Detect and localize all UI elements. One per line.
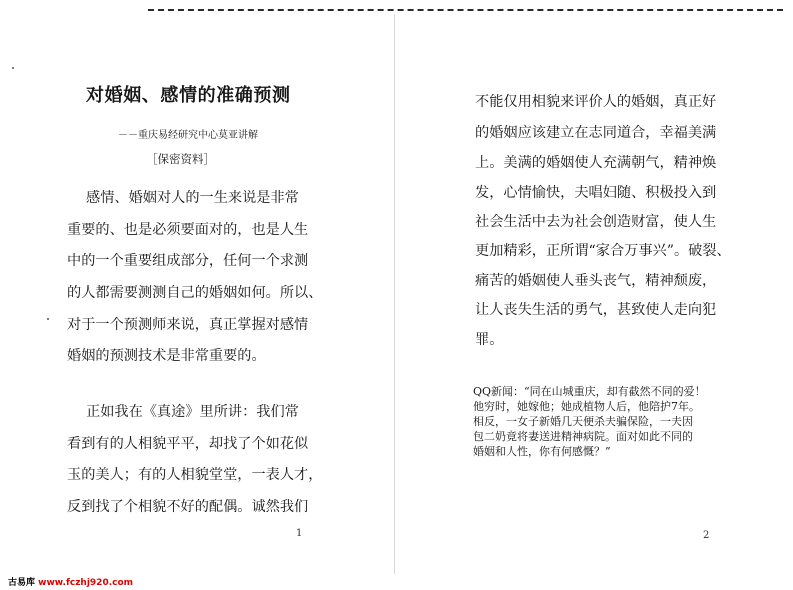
qq-news-line: 他穷时，她嫁他；她成植物人后，他陪护7年。 bbox=[473, 400, 700, 413]
body-line: 感情、婚姻对人的一生来说是非常 bbox=[86, 190, 299, 206]
body-line: 看到有的人相貌平平，却找了个如花似 bbox=[67, 436, 309, 452]
body-line: 让人丧失生活的勇气，甚致使人走向犯 bbox=[475, 302, 717, 318]
body-line: 玉的美人；有的人相貌堂堂，一表人才， bbox=[67, 467, 323, 483]
body-line: 正如我在《真途》里所讲：我们常 bbox=[86, 404, 299, 420]
qq-news-line: QQ新闻：“同在山城重庆，却有截然不同的爱！ bbox=[473, 385, 706, 398]
body-line: 上。美满的婚姻使人充满朝气，精神焕 bbox=[475, 155, 717, 171]
body-line: 中的一个重要组成部分，任何一个求测 bbox=[67, 253, 309, 269]
qq-news-line: 相反，一女子新婚几天便杀夫骗保险，一夫因 bbox=[473, 415, 693, 428]
document-title: 对婚姻、感情的准确预测 bbox=[86, 85, 291, 106]
body-line: 反到找了个相貌不好的配偶。诚然我们 bbox=[67, 499, 309, 515]
body-line: 发，心情愉快，夫唱妇随、积极投入到 bbox=[475, 185, 717, 201]
qq-news-line: 婚姻和人性，你有何感慨？” bbox=[473, 445, 611, 458]
body-line: 婚姻的预测技术是非常重要的。 bbox=[67, 348, 266, 364]
right-page bbox=[397, 0, 793, 590]
body-line: 对于一个预测师来说，真正掌握对感情 bbox=[67, 317, 309, 333]
qq-news-line: 包二奶竟将妻送进精神病院。面对如此不同的 bbox=[473, 430, 693, 443]
body-line: 罪。 bbox=[475, 332, 504, 348]
site-name: 古易库 bbox=[8, 578, 36, 588]
page-number-right: 2 bbox=[703, 530, 710, 541]
site-watermark[interactable] bbox=[8, 575, 133, 588]
page-number-left: 1 bbox=[296, 528, 303, 539]
document-subtitle: －－重庆易经研究中心莫亚讲解 bbox=[118, 130, 258, 141]
body-line: 更加精彩，正所谓“家合万事兴”。破裂、 bbox=[475, 243, 731, 259]
page-gutter bbox=[394, 14, 395, 574]
scan-speck bbox=[47, 318, 49, 320]
body-line: 重要的、也是必须要面对的，也是人生 bbox=[67, 222, 309, 238]
confidential-label: ［保密资料］ bbox=[146, 152, 215, 166]
body-line: 不能仅用相貌来评价人的婚姻，真正好 bbox=[475, 94, 717, 110]
body-line: 的婚姻应该建立在志同道合，幸福美满 bbox=[475, 125, 717, 141]
site-url[interactable]: www.fczhj920.com bbox=[38, 578, 134, 588]
body-line: 的人都需要测测自己的婚姻如何。所以、 bbox=[67, 285, 323, 301]
body-line: 痛苦的婚姻使人垂头丧气，精神颓废， bbox=[475, 273, 717, 289]
scan-speck bbox=[12, 67, 14, 69]
body-line: 社会生活中去为社会创造财富，使人生 bbox=[475, 214, 717, 230]
